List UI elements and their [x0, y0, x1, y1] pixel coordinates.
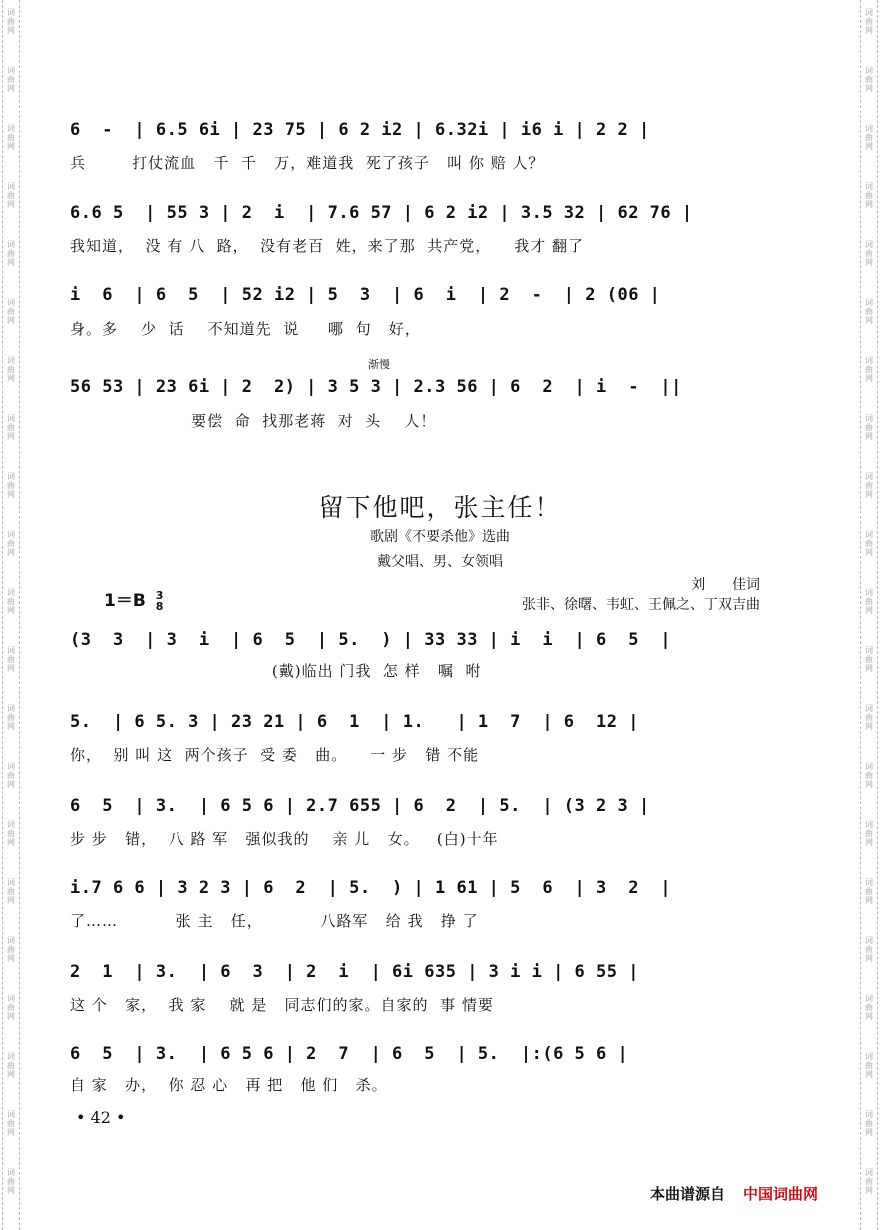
watermark-char: 词 [7, 414, 15, 423]
watermark-char: 词 [7, 8, 15, 17]
watermark-char: 词 [7, 646, 15, 655]
watermark-char: 网 [7, 664, 15, 673]
watermark-char: 曲 [865, 75, 873, 84]
song-title: 留下他吧，张主任！ [318, 493, 562, 522]
watermark-char: 网 [7, 1012, 15, 1021]
song-subtitle: 歌剧《不要杀他》选曲 [370, 529, 510, 545]
time-signature [156, 590, 164, 612]
key-signature [104, 586, 163, 612]
watermark-char: 曲 [865, 481, 873, 490]
notation-row: 6 5 | 3. | 6 5 6 | 2.7 655 | 6 2 | 5. | (3 2 3 | [70, 796, 650, 816]
watermark-char: 网 [865, 722, 873, 731]
page-number: • 42 • [76, 1108, 126, 1127]
watermark-char: 词 [865, 646, 873, 655]
watermark-char: 网 [7, 258, 15, 267]
watermark-char: 词 [865, 356, 873, 365]
watermark-char: 词 [865, 472, 873, 481]
watermark-char: 曲 [865, 713, 873, 722]
watermark-char: 网 [865, 374, 873, 383]
notation-row: (3 3 | 3 i | 6 5 | 5. ) | 33 33 | i i | 6 5 | [70, 630, 672, 650]
watermark-char: 网 [7, 1070, 15, 1079]
time-signature-top: 3 [155, 589, 164, 602]
lyrics-row: 步 步 错， 八 路 军 强似我的 亲 儿 女。 (白)十年 [70, 830, 499, 848]
watermark-char: 网 [865, 838, 873, 847]
watermark-char: 词 [865, 878, 873, 887]
watermark-char: 曲 [865, 17, 873, 26]
composer-credit: 张非、徐曙、韦虹、王佩之、丁双吉曲 [522, 597, 760, 613]
watermark-char: 词 [7, 472, 15, 481]
watermark-char: 词 [7, 762, 15, 771]
watermark-char: 曲 [865, 539, 873, 548]
watermark-char: 词 [7, 1052, 15, 1061]
watermark-char: 曲 [7, 133, 15, 142]
watermark-char: 网 [865, 1012, 873, 1021]
lyrics-row: 要偿 命 找那老蒋 对 头 人！ [70, 412, 437, 430]
source-note [650, 1183, 818, 1204]
watermark-char: 曲 [7, 887, 15, 896]
watermark-char: 曲 [7, 1177, 15, 1186]
watermark-char: 网 [7, 200, 15, 209]
watermark-char: 网 [7, 780, 15, 789]
watermark-char: 网 [7, 84, 15, 93]
watermark-char: 网 [865, 432, 873, 441]
watermark-char: 网 [7, 374, 15, 383]
watermark-char: 词 [7, 820, 15, 829]
notation-row: 6.6 5 | 55 3 | 2 i | 7.6 57 | 6 2 i2 | 3.5 32 | 62 76 | [70, 203, 693, 223]
key-label: 1＝B [104, 591, 146, 611]
watermark-char: 曲 [865, 365, 873, 374]
watermark-char: 曲 [7, 307, 15, 316]
watermark-char: 词 [865, 936, 873, 945]
watermark-char: 曲 [865, 249, 873, 258]
watermark-char: 网 [7, 490, 15, 499]
watermark-char: 词 [865, 820, 873, 829]
watermark-char: 网 [7, 1186, 15, 1195]
watermark-char: 词 [7, 1110, 15, 1119]
watermark-char: 词 [7, 936, 15, 945]
lyrics-row: 你， 别 叫 这 两个孩子 受 委 曲。 一 步 错 不能 [70, 746, 480, 764]
watermark-char: 曲 [865, 1061, 873, 1070]
watermark-char: 网 [865, 142, 873, 151]
watermark-char: 词 [865, 1110, 873, 1119]
watermark-char: 网 [865, 896, 873, 905]
watermark-char: 曲 [865, 655, 873, 664]
watermark-char: 网 [7, 954, 15, 963]
watermark-char: 曲 [865, 1177, 873, 1186]
watermark-char: 词 [865, 66, 873, 75]
watermark-char: 网 [7, 722, 15, 731]
watermark-char: 词 [865, 762, 873, 771]
watermark-char: 曲 [865, 771, 873, 780]
watermark-char: 曲 [7, 423, 15, 432]
watermark-char: 网 [865, 954, 873, 963]
watermark-char: 词 [865, 182, 873, 191]
watermark-char: 曲 [7, 1119, 15, 1128]
watermark-char: 词 [865, 704, 873, 713]
watermark-char: 网 [7, 606, 15, 615]
notation-row: i.7 6 6 | 3 2 3 | 6 2 | 5. ) | 1 61 | 5 6 | 3 2 | [70, 878, 672, 898]
song-performers: 戴父唱、男、女领唱 [377, 554, 503, 570]
watermark-char: 网 [7, 838, 15, 847]
notation-row: i 6 | 6 5 | 52 i2 | 5 3 | 6 i | 2 - | 2 (06 | [70, 285, 661, 305]
lyrics-row: 自 家 办， 你 忍 心 再 把 他 们 杀。 [70, 1076, 388, 1094]
watermark-char: 网 [865, 84, 873, 93]
watermark-char: 词 [865, 588, 873, 597]
watermark-char: 曲 [865, 887, 873, 896]
source-prefix: 本曲谱源自 [650, 1185, 726, 1203]
watermark-char: 曲 [7, 539, 15, 548]
watermark-char: 曲 [865, 597, 873, 606]
watermark-char: 词 [7, 994, 15, 1003]
watermark-char: 曲 [865, 1003, 873, 1012]
watermark-char: 网 [7, 142, 15, 151]
watermark-char: 曲 [7, 713, 15, 722]
watermark-char: 网 [7, 548, 15, 557]
watermark-char: 曲 [7, 365, 15, 374]
watermark-char: 网 [7, 26, 15, 35]
lyrics-row: 兵 打仗流血 千 千 万，难道我 死了孩子 叫 你 赔 人？ [70, 154, 545, 172]
watermark-char: 曲 [7, 17, 15, 26]
watermark-char: 曲 [7, 655, 15, 664]
tempo-mark: 渐慢 [368, 358, 390, 371]
watermark-char: 网 [865, 316, 873, 325]
watermark-char: 网 [7, 432, 15, 441]
watermark-char: 网 [865, 1070, 873, 1079]
watermark-char: 网 [865, 1128, 873, 1137]
watermark-char: 网 [865, 1186, 873, 1195]
watermark-char: 曲 [865, 945, 873, 954]
lyrics-row: 身。多 少 话 不知道先 说 哪 句 好， [70, 320, 421, 338]
watermark-char: 词 [865, 414, 873, 423]
lyrics-row: 这 个 家， 我 家 就 是 同志们的家。自家的 事 情要 [70, 996, 494, 1014]
source-site: 中国词曲网 [743, 1185, 819, 1203]
watermark-char: 曲 [865, 829, 873, 838]
watermark-char: 曲 [865, 133, 873, 142]
notation-row: 6 5 | 3. | 6 5 6 | 2 7 | 6 5 | 5. |:(6 5 6 | [70, 1044, 629, 1064]
watermark-char: 网 [865, 258, 873, 267]
watermark-char: 曲 [865, 191, 873, 200]
watermark-char: 词 [865, 1052, 873, 1061]
watermark-char: 网 [865, 664, 873, 673]
lyricist-credit: 刘 佳词 [691, 577, 760, 593]
watermark-char: 词 [865, 1168, 873, 1177]
watermark-char: 词 [865, 124, 873, 133]
watermark-char: 词 [7, 878, 15, 887]
watermark-char: 词 [865, 8, 873, 17]
watermark-char: 网 [865, 26, 873, 35]
watermark-char: 词 [7, 588, 15, 597]
watermark-char: 网 [865, 606, 873, 615]
watermark-char: 词 [865, 298, 873, 307]
watermark-char: 曲 [865, 1119, 873, 1128]
watermark-char: 曲 [7, 481, 15, 490]
watermark-char: 词 [7, 1168, 15, 1177]
watermark-char: 曲 [7, 1003, 15, 1012]
watermark-char: 曲 [865, 307, 873, 316]
watermark-char: 网 [865, 548, 873, 557]
watermark-char: 曲 [7, 1061, 15, 1070]
watermark-char: 曲 [7, 75, 15, 84]
watermark-char: 词 [7, 240, 15, 249]
notation-row: 2 1 | 3. | 6 3 | 2 i | 6i 635 | 3 i i | 6 55 | [70, 962, 639, 982]
watermark-char: 词 [7, 298, 15, 307]
watermark-char: 曲 [7, 249, 15, 258]
watermark-char: 网 [865, 490, 873, 499]
lyrics-row: (戴)临出 门我 怎 样 嘱 咐 [70, 662, 482, 680]
watermark-char: 词 [7, 530, 15, 539]
watermark-char: 曲 [7, 597, 15, 606]
time-signature-bottom: 8 [155, 600, 164, 613]
watermark-char: 曲 [7, 771, 15, 780]
lyrics-row: 我知道， 没 有 八 路， 没有老百 姓，来了那 共产党， 我才 翻了 [70, 237, 585, 255]
watermark-char: 网 [7, 316, 15, 325]
watermark-char: 网 [865, 780, 873, 789]
watermark-char: 词 [7, 66, 15, 75]
lyrics-row: 了…… 张 主 任， 八路军 给 我 挣 了 [70, 912, 479, 930]
watermark-char: 网 [865, 200, 873, 209]
watermark-char: 词 [865, 994, 873, 1003]
watermark-char: 网 [7, 896, 15, 905]
watermark-char: 词 [7, 182, 15, 191]
notation-row: 6 - | 6.5 6i | 23 75 | 6 2 i2 | 6.32i | i6 i | 2 2 | [70, 120, 650, 140]
watermark-char: 词 [7, 704, 15, 713]
watermark-char: 曲 [7, 191, 15, 200]
watermark-char: 曲 [7, 945, 15, 954]
watermark-char: 词 [865, 530, 873, 539]
notation-row: 5. | 6 5. 3 | 23 21 | 6 1 | 1. | 1 7 | 6 12 | [70, 712, 639, 732]
watermark-char: 词 [7, 124, 15, 133]
watermark-char: 词 [7, 356, 15, 365]
watermark-char: 网 [7, 1128, 15, 1137]
notation-row: 56 53 | 23 6i | 2 2) | 3 5 3 | 2.3 56 | 6 2 | i - || [70, 377, 682, 397]
watermark-char: 词 [865, 240, 873, 249]
watermark-char: 曲 [865, 423, 873, 432]
watermark-char: 曲 [7, 829, 15, 838]
